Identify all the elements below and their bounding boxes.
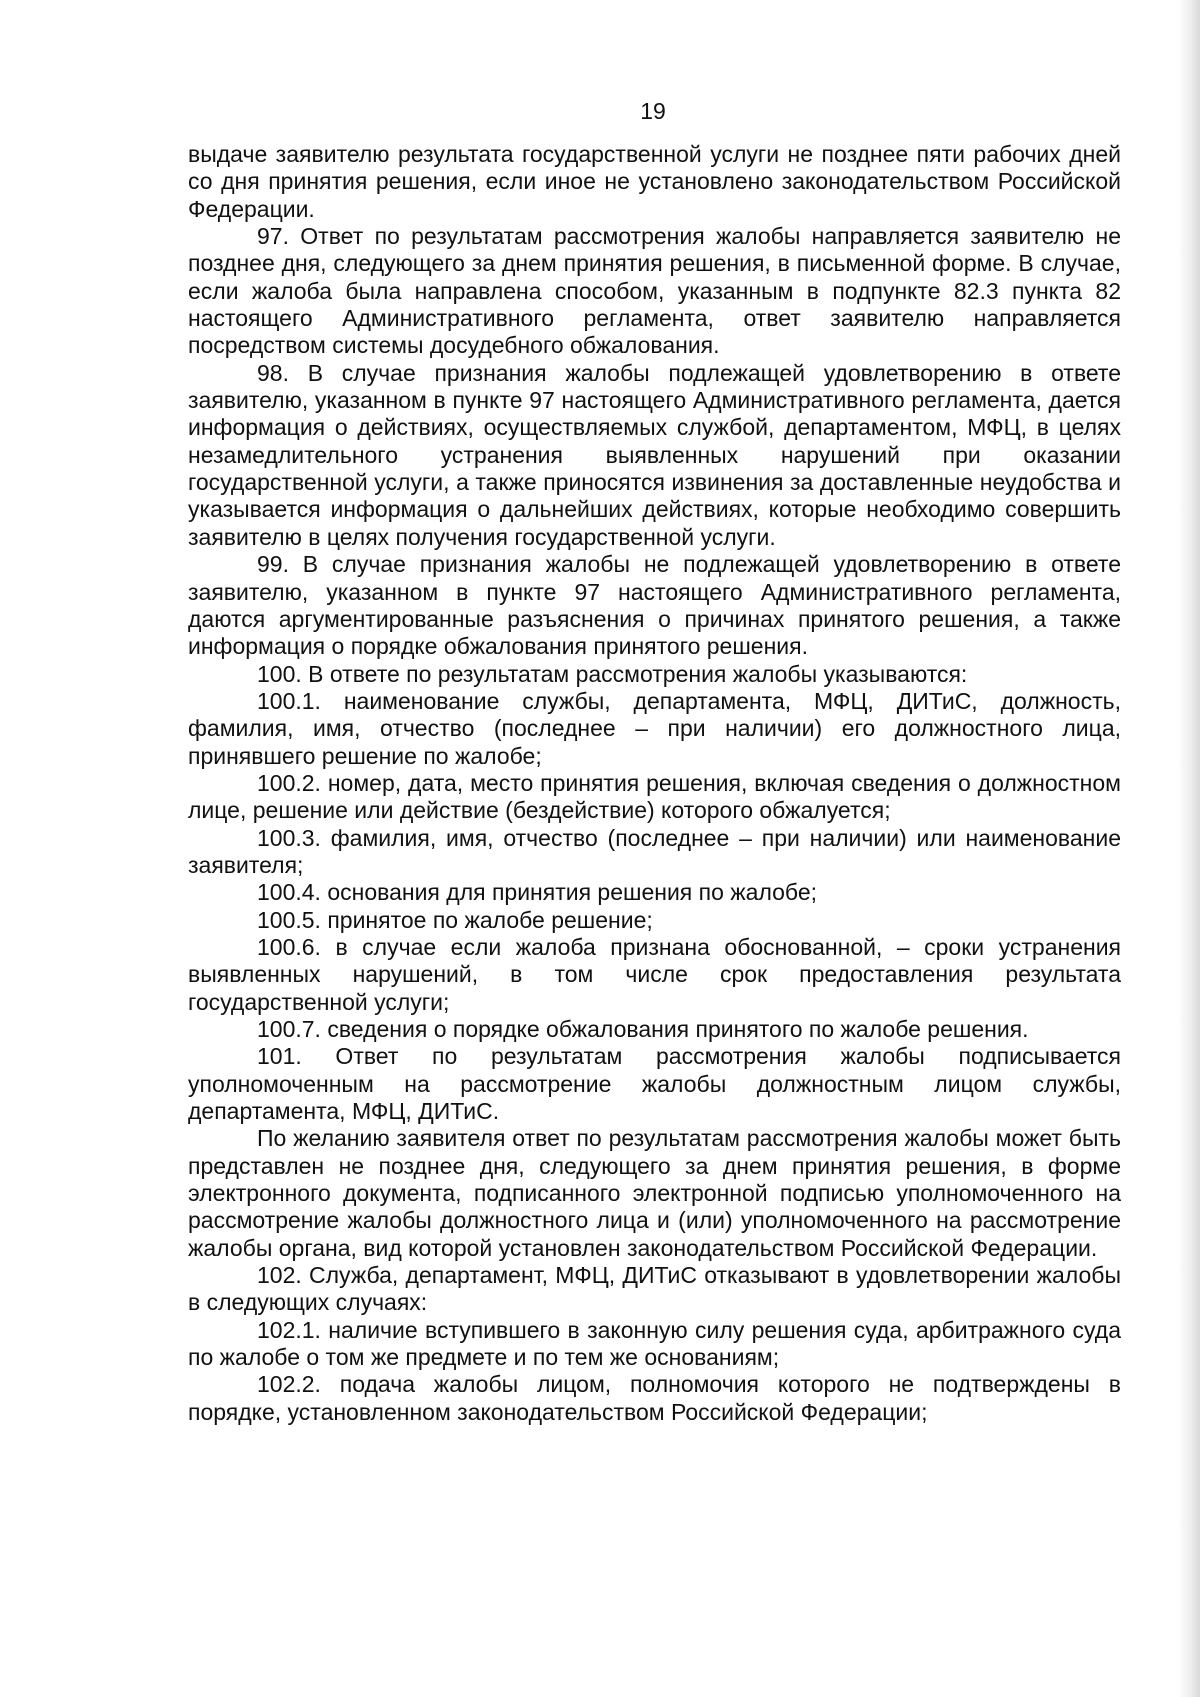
paragraph-100-2: 100.2. номер, дата, место принятия решения, включая сведения о должностном лице, решение или действие (бездействие) которого обжалуется; [188,769,1121,824]
paragraph-continuation: выдаче заявителю результата государственной услуги не позднее пяти рабочих дней со дня принятия решения, если иное не установлено законодательством Российской Федерации. [188,141,1121,222]
paragraph-100-7: 100.7. сведения о порядке обжалования принятого по жалобе решения. [257,1016,1029,1042]
paragraph-100-4: 100.4. основания для принятия решения по жалобе; [257,879,818,906]
paragraph-100: 100. В ответе по результатам рассмотрения жалобы указываются: [257,660,968,687]
paragraph-100-1: 100.1. наименование службы, департамента, МФЦ, ДИТиС, должность, фамилия, имя, отчество (последнее – при наличии) его должностного лица, принявшего решение по жалобе; [188,687,1121,769]
page-number: 19 [640,98,666,124]
paragraph-100-3: 100.3. фамилия, имя, отчество (последнее – при наличии) или наименование заявителя; [188,824,1121,878]
paragraph-97: 97. Ответ по результатам рассмотрения жалобы направляется заявителю не позднее дня, следующего за днем принятия решения, в письменной форме. В случае, если жалоба была направлена способом, указанным в подпункте 82.3 пункта 82 настоящего Административного регламента, ответ заявителю направляется посредством системы досудебного обжалования. [188,223,1121,359]
paragraph-98: 98. В случае признания жалобы подлежащей удовлетворению в ответе заявителю, указанном в пункте 97 настоящего Административного регламента, дается информация о действиях, осуществляемых службой, департаментом, МФЦ, в целях незамедлительного устранения выявленных нарушений при оказании государственной услуги, а также приносятся извинения за доставленные неудобства и указывается информация о дальнейших действиях, которые необходимо совершить заявителю в целях получения государственной услуги. [188,359,1121,550]
document-body [188,141,1121,1426]
paragraph-102: 102. Служба, департамент, МФЦ, ДИТиС отказывают в удовлетворении жалобы в следующих случаях: [188,1262,1121,1316]
paragraph-101: 101. Ответ по результатам рассмотрения жалобы подписывается уполномоченным на рассмотрение жалобы должностным лицом службы, департамента, МФЦ, ДИТиС. [188,1043,1121,1125]
paragraph-102-2: 102.2. подача жалобы лицом, полномочия которого не подтверждены в порядке, установленном законодательством Российской Федерации; [188,1371,1121,1425]
paragraph-99: 99. В случае признания жалобы не подлежащей удовлетворению в ответе заявителю, указанном в пункте 97 настоящего Административного регламента, даются аргументированные разъяснения о причинах принятого решения, а также информация о порядке обжалования принятого решения. [188,551,1121,660]
paragraph-101-electronic: По желанию заявителя ответ по результатам рассмотрения жалобы может быть представлен не позднее дня, следующего за днем принятия решения, в форме электронного документа, подписанного электронной подписью уполномоченного на рассмотрение жалобы должностного лица и (или) уполномоченного на рассмотрение жалобы органа, вид которой установлен законодательством Российской Федерации. [188,1125,1121,1261]
paragraph-100-5: 100.5. принятое по жалобе решение; [257,906,653,933]
paragraph-102-1: 102.1. наличие вступившего в законную силу решения суда, арбитражного суда по жалобе о том же предмете и по тем же основаниям; [188,1316,1121,1371]
page-edge-shadow [1178,0,1200,1697]
paragraph-100-6: 100.6. в случае если жалоба признана обоснованной, – сроки устранения выявленных нарушений, в том числе срок предоставления результата государственной услуги; [188,933,1121,1015]
